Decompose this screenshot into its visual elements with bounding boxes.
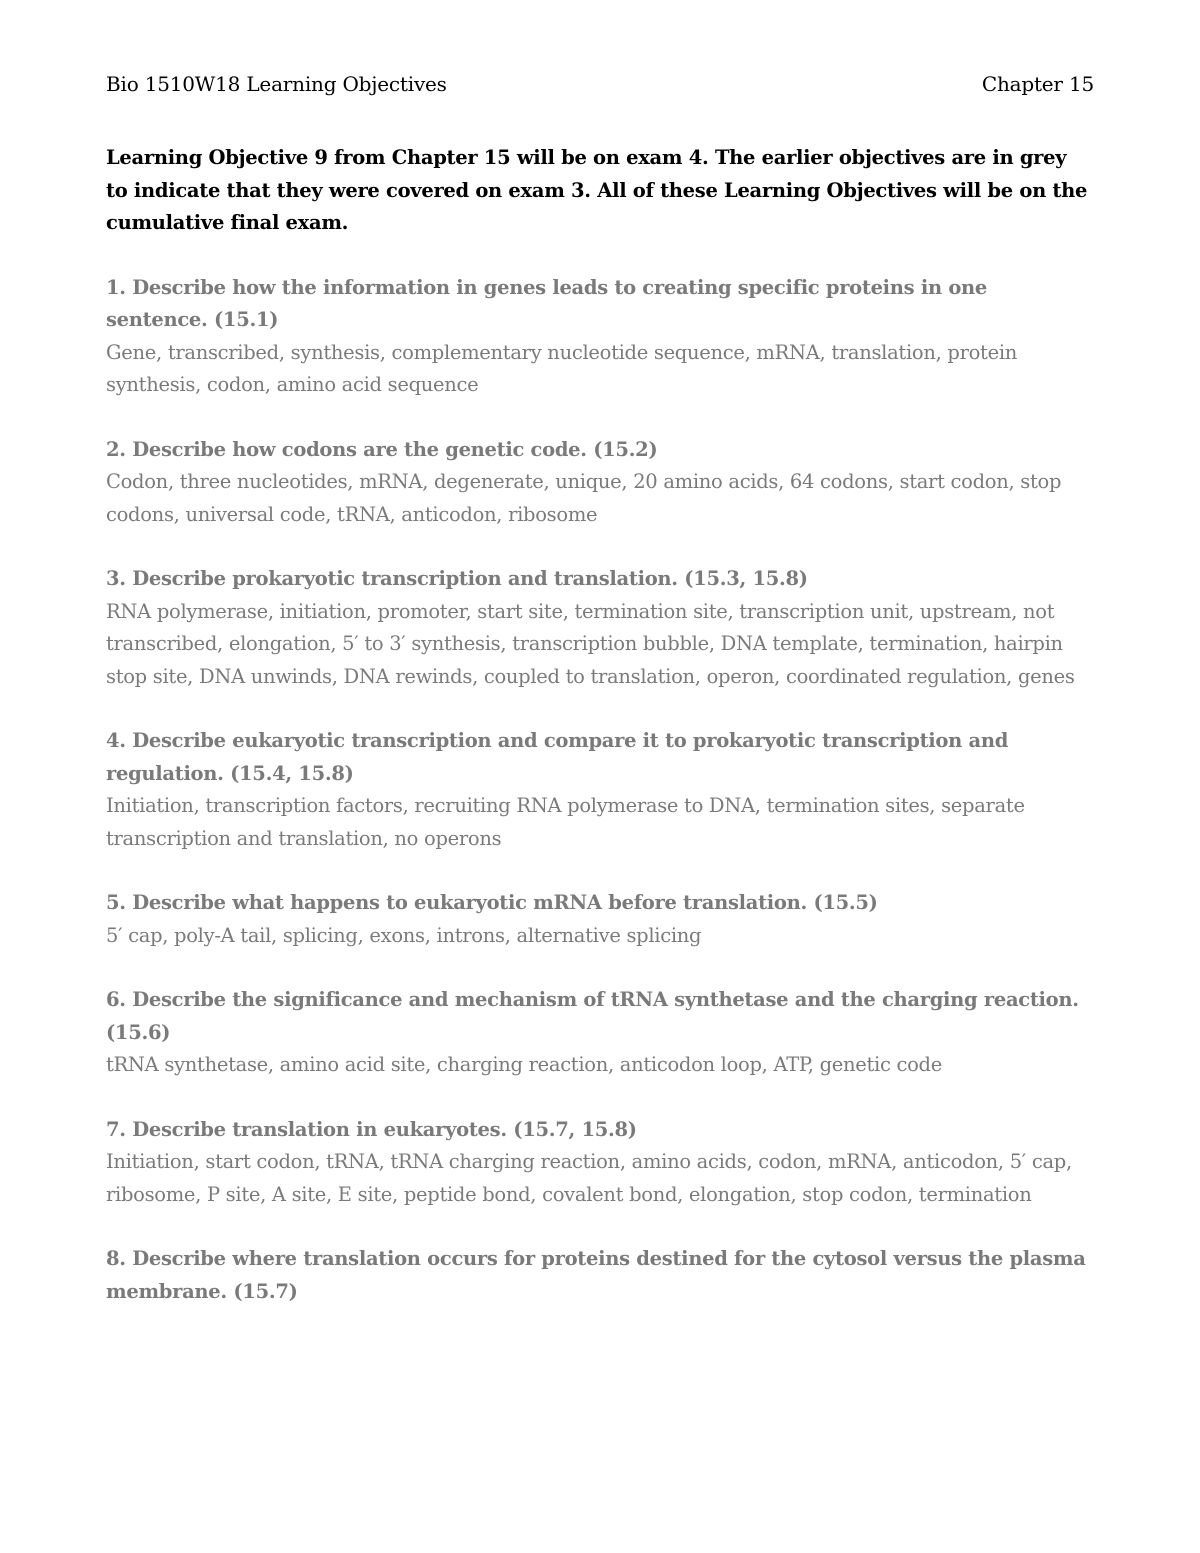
objective-item [106, 1114, 1094, 1212]
objective-keywords: Gene, transcribed, synthesis, complementary nucleotide sequence, mRNA, translation, protein synthesis, codon, amino acid sequence [106, 340, 1018, 396]
objective-keywords: 5′ cap, poly-A tail, splicing, exons, introns, alternative splicing [106, 923, 702, 947]
objectives-list [106, 272, 1094, 1309]
objective-item [106, 887, 1094, 952]
objective-keywords: Codon, three nucleotides, mRNA, degenerate, unique, 20 amino acids, 64 codons, start codon, stop codons, universal code, tRNA, anticodon, ribosome [106, 470, 1062, 526]
header-course-title: Bio 1510W18 Learning Objectives [106, 72, 447, 96]
objective-title: 1. Describe how the information in genes leads to creating specific proteins in one sentence. (15.1) [106, 275, 988, 331]
objective-title: 4. Describe eukaryotic transcription and compare it to prokaryotic transcription and regulation. (15.4, 15.8) [106, 729, 1009, 785]
objective-title: 3. Describe prokaryotic transcription and translation. (15.3, 15.8) [106, 567, 808, 590]
objective-item [106, 1243, 1094, 1308]
objective-title: 6. Describe the significance and mechanism of tRNA synthetase and the charging reaction. (15.6) [106, 988, 1079, 1044]
objective-item [106, 984, 1094, 1082]
header-chapter: Chapter 15 [981, 72, 1094, 96]
objective-title: 2. Describe how codons are the genetic code. (15.2) [106, 437, 658, 461]
objective-keywords: Initiation, start codon, tRNA, tRNA charging reaction, amino acids, codon, mRNA, anticodon, 5′ cap, ribosome, P site, A site, E site, peptide bond, covalent bond, elongation, stop codon, termination [106, 1150, 1072, 1206]
objective-keywords: tRNA synthetase, amino acid site, charging reaction, anticodon loop, ATP, genetic code [106, 1053, 942, 1076]
objective-item [106, 563, 1094, 693]
objective-item [106, 434, 1094, 532]
objective-title: 8. Describe where translation occurs for proteins destined for the cytosol versus the plasma membrane. (15.7) [106, 1247, 1086, 1303]
intro-paragraph: Learning Objective 9 from Chapter 15 will be on exam 4. The earlier objectives are in grey to indicate that they were covered on exam 3. All of these Learning Objectives will be on the cumulative final exam. [106, 146, 1088, 234]
page-header [106, 68, 1094, 100]
objective-title: 7. Describe translation in eukaryotes. (15.7, 15.8) [106, 1117, 637, 1141]
objective-keywords: Initiation, transcription factors, recruiting RNA polymerase to DNA, termination sites, separate transcription and translation, no operons [106, 794, 1025, 850]
objective-item [106, 272, 1094, 402]
objective-title: 5. Describe what happens to eukaryotic mRNA before translation. (15.5) [106, 891, 878, 914]
objective-keywords: RNA polymerase, initiation, promoter, start site, termination site, transcription unit, upstream, not transcribed, elongation, 5′ to 3′ synthesis, transcription bubble, DNA template, termination, hairpin stop site, DNA unwinds, DNA rewinds, coupled to translation, operon, coordinated regulation, genes [106, 599, 1075, 688]
document-page [106, 68, 1094, 1340]
objective-item [106, 725, 1094, 855]
